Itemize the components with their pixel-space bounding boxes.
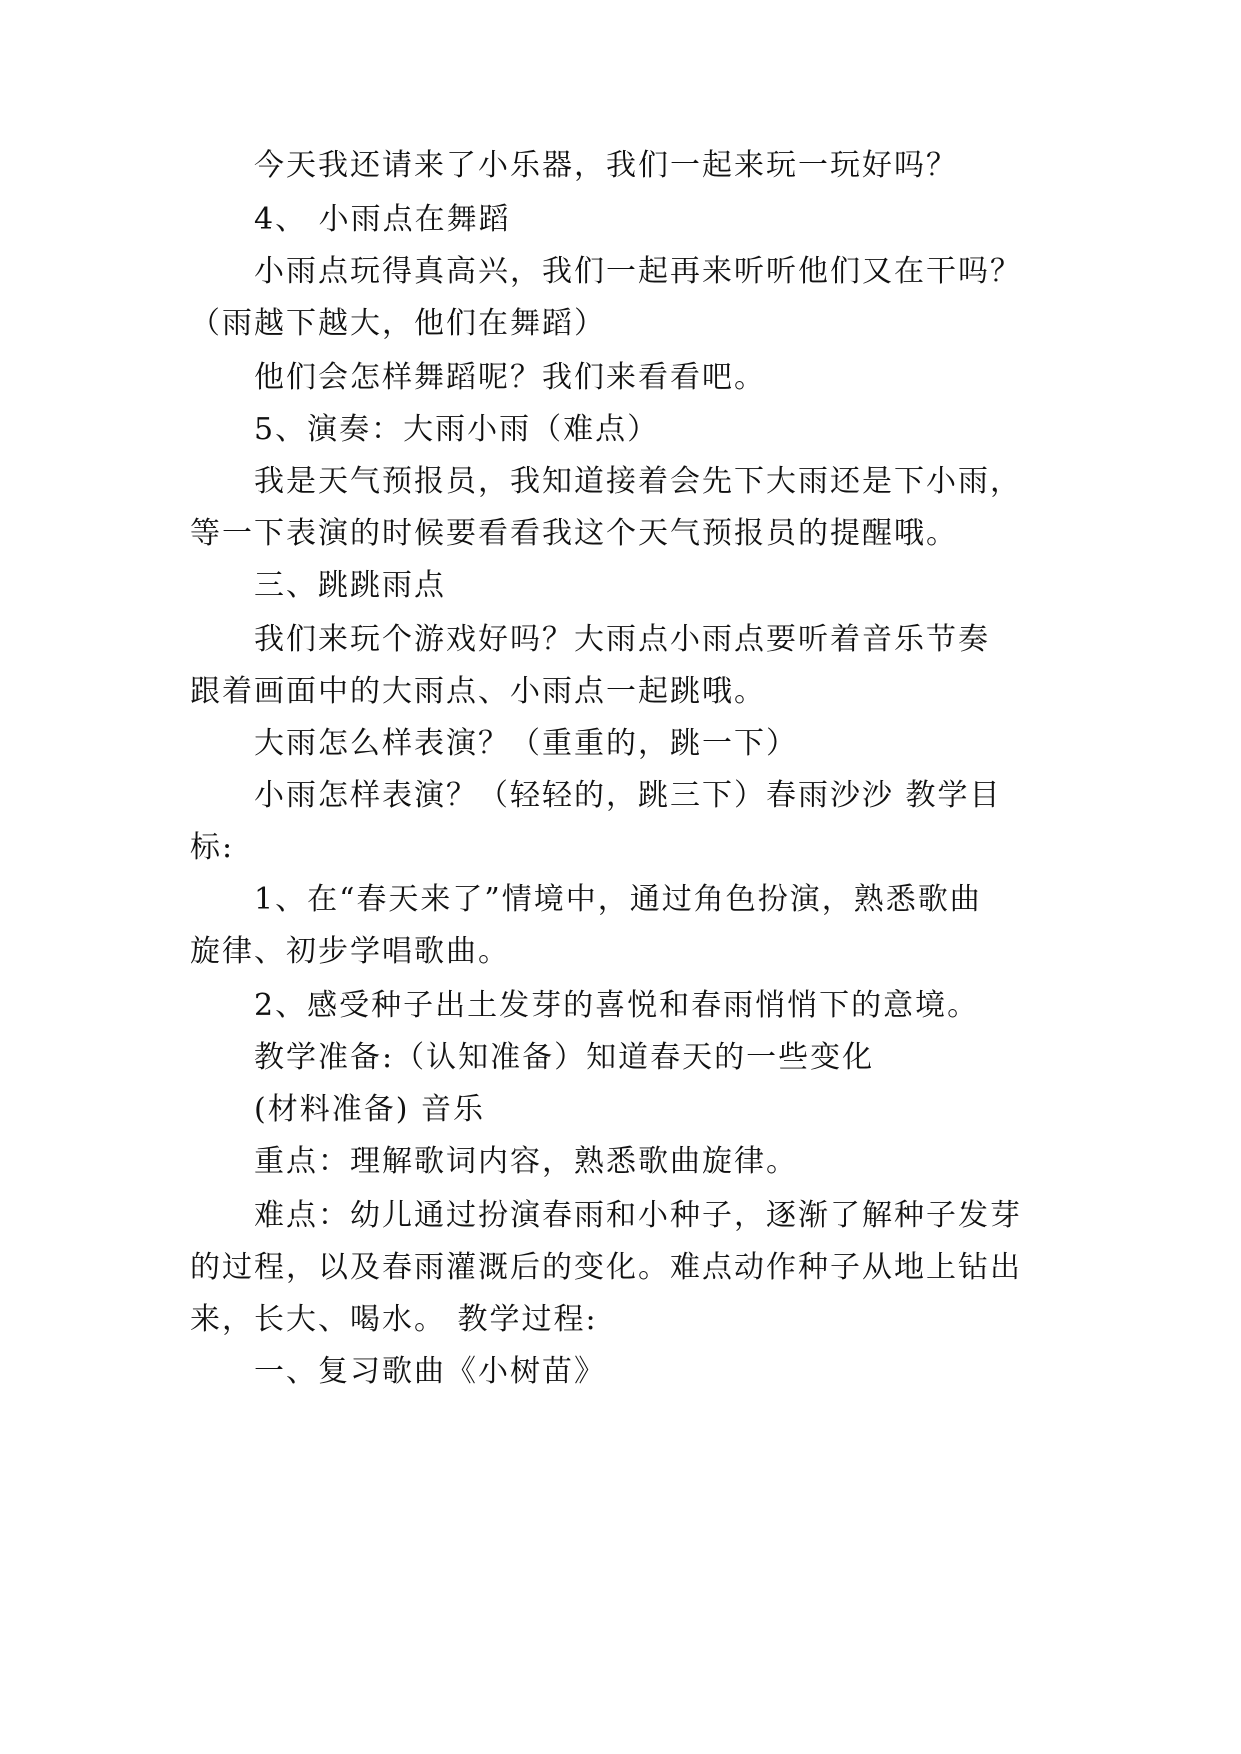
section-heading: 一、复习歌曲《小树苗》 bbox=[254, 1354, 606, 1389]
paragraph-line: 我们来玩个游戏好吗？大雨点小雨点要听着音乐节奏 bbox=[254, 622, 990, 657]
paragraph-line: 大雨怎么样表演？（重重的，跳一下） bbox=[254, 726, 798, 761]
section-heading: 4、 小雨点在舞蹈 bbox=[254, 202, 511, 237]
paragraph-line: 我是天气预报员，我知道接着会先下大雨还是下小雨， bbox=[254, 464, 1022, 499]
paragraph-line: 1、在“春天来了”情境中，通过角色扮演，熟悉歌曲 bbox=[254, 882, 982, 917]
paragraph-line: 2、感受种子出土发芽的喜悦和春雨悄悄下的意境。 bbox=[254, 988, 980, 1023]
paragraph-line: 小雨点玩得真高兴，我们一起再来听听他们又在干吗？ bbox=[254, 254, 1022, 289]
section-heading: 5、演奏：大雨小雨（难点） bbox=[254, 412, 660, 447]
paragraph-line: 小雨怎样表演？（轻轻的，跳三下）春雨沙沙 教学目 bbox=[254, 778, 1002, 813]
paragraph-line: 来，长大、喝水。 教学过程: bbox=[190, 1302, 598, 1337]
paragraph-line: 今天我还请来了小乐器，我们一起来玩一玩好吗？ bbox=[254, 148, 958, 183]
paragraph-line: 旋律、初步学唱歌曲。 bbox=[190, 934, 510, 969]
paragraph-line: (材料准备) 音乐 bbox=[254, 1092, 485, 1127]
paragraph-line: 难点：幼儿通过扮演春雨和小种子，逐渐了解种子发芽 bbox=[254, 1198, 1022, 1233]
paragraph-line: 跟着画面中的大雨点、小雨点一起跳哦。 bbox=[190, 674, 766, 709]
section-heading: 三、跳跳雨点 bbox=[254, 568, 446, 603]
paragraph-line: 教学准备:（认知准备）知道春天的一些变化 bbox=[254, 1040, 875, 1075]
paragraph-line: 等一下表演的时候要看看我这个天气预报员的提醒哦。 bbox=[190, 516, 958, 551]
paragraph-line: 标: bbox=[190, 830, 235, 865]
paragraph-line: 他们会怎样舞蹈呢？我们来看看吧。 bbox=[254, 360, 766, 395]
paragraph-line: 重点：理解歌词内容，熟悉歌曲旋律。 bbox=[254, 1144, 798, 1179]
paragraph-line: （雨越下越大，他们在舞蹈） bbox=[190, 306, 606, 341]
paragraph-line: 的过程，以及春雨灌溉后的变化。难点动作种子从地上钻出 bbox=[190, 1250, 1022, 1285]
